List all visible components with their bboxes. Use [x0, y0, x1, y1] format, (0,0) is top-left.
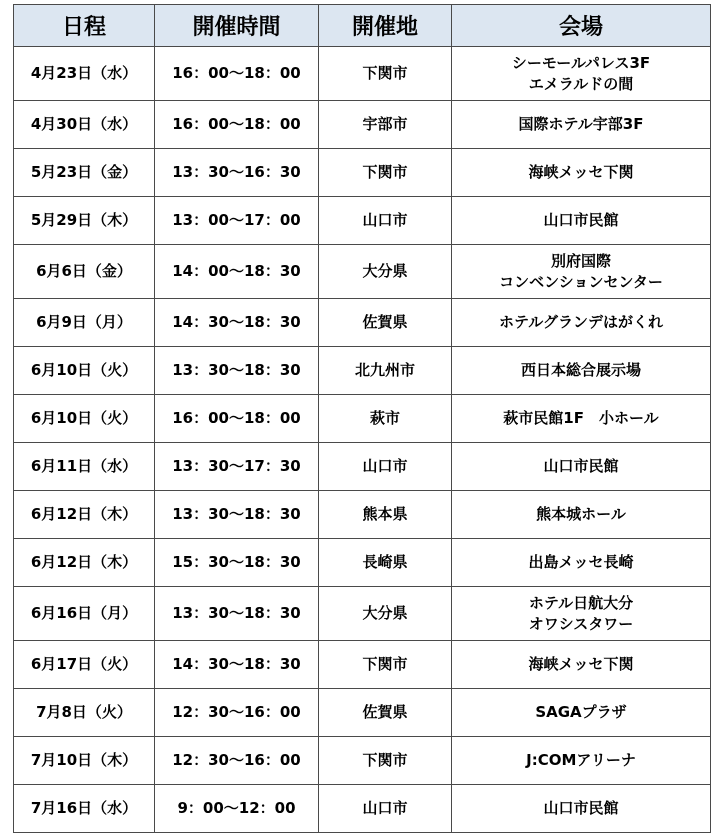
cell-place: 下関市	[319, 149, 452, 197]
cell-time: 13：30～18：30	[155, 491, 319, 539]
cell-time: 16：00～18：00	[155, 47, 319, 101]
table-row	[14, 101, 711, 149]
cell-time: 12：30～16：00	[155, 737, 319, 785]
venue-line: 山口市民館	[543, 211, 619, 229]
cell-venue	[452, 245, 711, 299]
cell-place: 佐賀県	[319, 689, 452, 737]
venue-line: オワシスタワー	[528, 614, 634, 633]
venue-line: J:COMアリーナ	[526, 751, 636, 769]
venue-line: 出島メッセ長崎	[528, 553, 634, 571]
schedule-table	[13, 4, 711, 833]
cell-place: 山口市	[319, 197, 452, 245]
cell-time: 13：30～18：30	[155, 347, 319, 395]
cell-venue	[452, 491, 711, 539]
cell-date: 7月10日（木）	[14, 737, 155, 785]
header-date: 日程	[14, 5, 155, 47]
venue-line: 海峡メッセ下関	[528, 655, 634, 673]
table-row	[14, 587, 711, 641]
header-venue: 会場	[452, 5, 711, 47]
venue-line: 熊本城ホール	[536, 505, 626, 523]
cell-venue	[452, 299, 711, 347]
cell-date: 6月16日（月）	[14, 587, 155, 641]
cell-venue	[452, 443, 711, 491]
cell-time: 16：00～18：00	[155, 101, 319, 149]
cell-date: 6月10日（火）	[14, 347, 155, 395]
cell-place: 北九州市	[319, 347, 452, 395]
cell-venue	[452, 395, 711, 443]
cell-date: 7月8日（火）	[14, 689, 155, 737]
cell-venue	[452, 101, 711, 149]
cell-time: 13：00～17：00	[155, 197, 319, 245]
cell-venue	[452, 539, 711, 587]
cell-time: 14：30～18：30	[155, 641, 319, 689]
cell-date: 6月17日（火）	[14, 641, 155, 689]
venue-line: SAGAプラザ	[535, 703, 627, 721]
table-row	[14, 539, 711, 587]
cell-place: 佐賀県	[319, 299, 452, 347]
cell-time: 14：30～18：30	[155, 299, 319, 347]
cell-venue	[452, 587, 711, 641]
table-row	[14, 689, 711, 737]
cell-time: 12：30～16：00	[155, 689, 319, 737]
table-row	[14, 491, 711, 539]
cell-date: 6月10日（火）	[14, 395, 155, 443]
header-row	[14, 5, 711, 47]
table-row	[14, 785, 711, 833]
cell-time: 9：00～12：00	[155, 785, 319, 833]
cell-date: 5月29日（木）	[14, 197, 155, 245]
cell-date: 6月9日（月）	[14, 299, 155, 347]
venue-line: 西日本総合展示場	[520, 361, 641, 379]
cell-time: 13：30～16：30	[155, 149, 319, 197]
venue-line: ホテルグランデはがくれ	[499, 313, 663, 331]
cell-venue	[452, 149, 711, 197]
venue-line: コンベンションセンター	[499, 272, 663, 291]
schedule-body	[14, 47, 711, 833]
venue-line: 国際ホテル宇部3F	[518, 115, 644, 133]
cell-time: 16：00～18：00	[155, 395, 319, 443]
cell-place: 宇部市	[319, 101, 452, 149]
venue-line: 山口市民館	[543, 799, 619, 817]
cell-place: 山口市	[319, 785, 452, 833]
cell-venue	[452, 641, 711, 689]
venue-line: 萩市民館1F 小ホール	[503, 409, 659, 427]
table-row	[14, 641, 711, 689]
venue-line: 海峡メッセ下関	[528, 163, 634, 181]
venue-line: 別府国際	[550, 251, 611, 270]
cell-date: 5月23日（金）	[14, 149, 155, 197]
header-time: 開催時間	[155, 5, 319, 47]
cell-place: 下関市	[319, 737, 452, 785]
cell-place: 下関市	[319, 47, 452, 101]
cell-place: 萩市	[319, 395, 452, 443]
cell-venue	[452, 347, 711, 395]
cell-venue	[452, 689, 711, 737]
cell-place: 大分県	[319, 245, 452, 299]
venue-line: シーモールパレス3F	[511, 53, 651, 72]
cell-time: 13：30～17：30	[155, 443, 319, 491]
schedule-table-wrapper	[13, 4, 710, 833]
cell-time: 13：30～18：30	[155, 587, 319, 641]
cell-place: 大分県	[319, 587, 452, 641]
table-row	[14, 443, 711, 491]
cell-date: 6月12日（木）	[14, 491, 155, 539]
cell-venue	[452, 47, 711, 101]
venue-line: ホテル日航大分	[528, 593, 634, 612]
cell-time: 14：00～18：30	[155, 245, 319, 299]
cell-place: 山口市	[319, 443, 452, 491]
table-row	[14, 47, 711, 101]
cell-place: 長崎県	[319, 539, 452, 587]
table-row	[14, 245, 711, 299]
table-row	[14, 197, 711, 245]
table-row	[14, 299, 711, 347]
cell-venue	[452, 197, 711, 245]
cell-place: 下関市	[319, 641, 452, 689]
cell-venue	[452, 785, 711, 833]
cell-time: 15：30～18：30	[155, 539, 319, 587]
table-row	[14, 149, 711, 197]
cell-date: 6月12日（木）	[14, 539, 155, 587]
venue-line: 山口市民館	[543, 457, 619, 475]
cell-date: 4月23日（水）	[14, 47, 155, 101]
table-row	[14, 347, 711, 395]
table-row	[14, 737, 711, 785]
table-row	[14, 395, 711, 443]
cell-date: 6月11日（水）	[14, 443, 155, 491]
header-place: 開催地	[319, 5, 452, 47]
cell-date: 6月6日（金）	[14, 245, 155, 299]
cell-venue	[452, 737, 711, 785]
venue-line: エメラルドの間	[528, 74, 634, 93]
cell-date: 4月30日（水）	[14, 101, 155, 149]
cell-date: 7月16日（水）	[14, 785, 155, 833]
cell-place: 熊本県	[319, 491, 452, 539]
